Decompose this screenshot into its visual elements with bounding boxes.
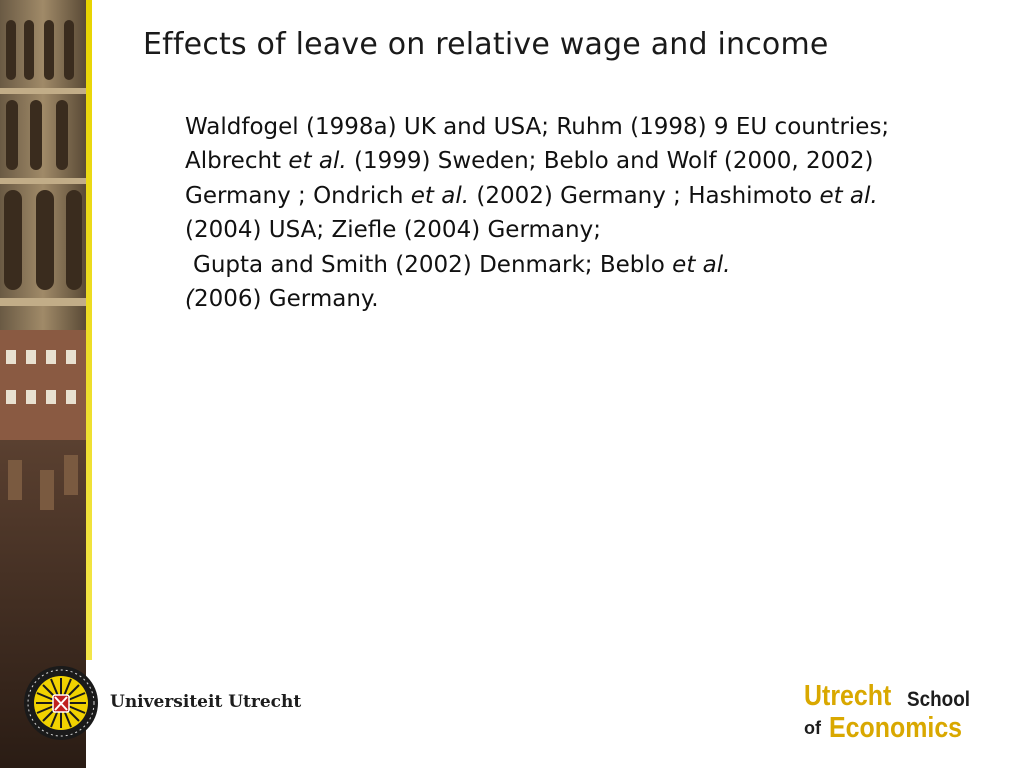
yellow-accent-stripe <box>86 0 92 660</box>
university-seal-icon <box>22 664 100 742</box>
body-text-run: (1999) Sweden; Beblo and Wolf (2000, 2002) Germany ; Ondrich <box>185 148 874 209</box>
logo-word-economics: Economics <box>829 712 963 744</box>
body-italic: et al. <box>672 251 731 278</box>
body-text-run: (2002) Germany ; Hashimoto <box>469 182 820 209</box>
cathedral-tower-photo <box>0 0 86 768</box>
logo-word-school: School <box>907 688 971 711</box>
body-italic: ( <box>185 286 194 313</box>
university-name: Universiteit Utrecht <box>110 692 302 712</box>
school-logo <box>802 680 982 746</box>
body-italic: et al. <box>288 148 347 175</box>
body-text-run: Gupta and Smith (2002) Denmark; Beblo <box>193 251 673 278</box>
body-italic: et al. <box>819 182 878 209</box>
logo-word-utrecht: Utrecht <box>804 680 892 712</box>
logo-word-of: of <box>804 718 821 738</box>
body-text-run: Waldfogel (1998a) UK and USA; Ruhm (1998) 9 EU countries; Albrecht <box>185 114 890 175</box>
body-text-run: (2004) USA; Ziefle (2004) Germany; <box>185 217 601 244</box>
body-italic: et al. <box>410 182 470 209</box>
slide-body <box>185 110 955 316</box>
body-text-run: 2006) Germany. <box>193 286 379 313</box>
slide-title: Effects of leave on relative wage and income <box>143 27 829 62</box>
